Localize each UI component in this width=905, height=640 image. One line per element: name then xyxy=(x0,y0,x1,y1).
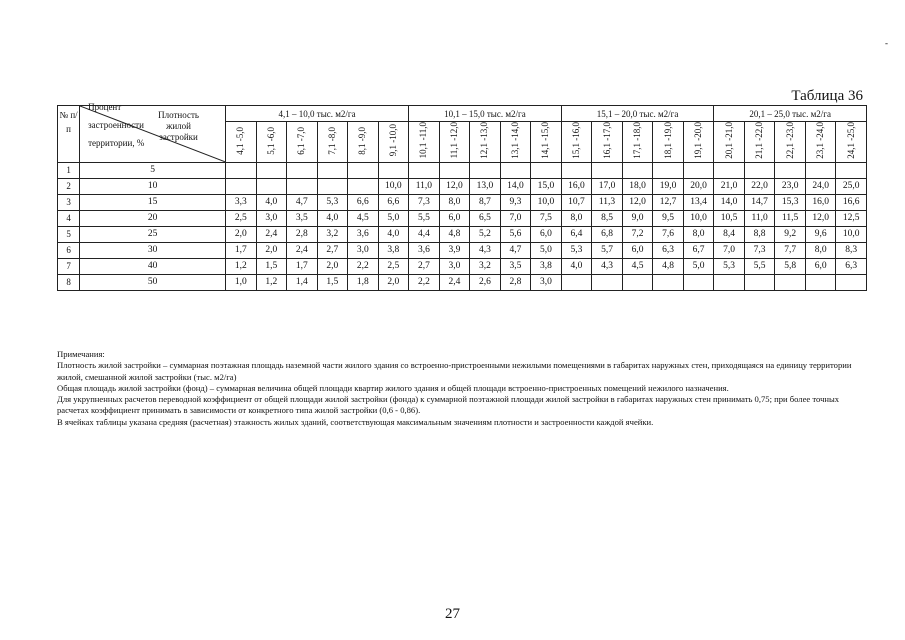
table-cell: 6,3 xyxy=(836,258,867,274)
table-cell: 1,2 xyxy=(226,258,257,274)
table-cell xyxy=(439,162,470,178)
table-cell: 8,4 xyxy=(714,226,745,242)
percent-label xyxy=(88,98,144,152)
subrange-header xyxy=(287,122,318,163)
table-cell xyxy=(775,162,806,178)
subrange-header xyxy=(744,122,775,163)
table-cell: 2,4 xyxy=(439,274,470,290)
table-cell: 1,5 xyxy=(317,274,348,290)
table-cell: 16,0 xyxy=(805,194,836,210)
table-cell: 6,6 xyxy=(378,194,409,210)
table-cell: 1,7 xyxy=(226,242,257,258)
table-cell: 2,0 xyxy=(226,226,257,242)
subrange-header xyxy=(348,122,379,163)
subrange-label: 11,1 -12,0 xyxy=(448,122,459,159)
table-cell: 15,0 xyxy=(531,178,562,194)
table-cell xyxy=(378,162,409,178)
table-cell xyxy=(348,178,379,194)
header-row-ranges xyxy=(58,106,867,122)
table-cell: 3,2 xyxy=(470,258,501,274)
table-cell: 2,7 xyxy=(317,242,348,258)
table-cell: 6,8 xyxy=(592,226,623,242)
table-cell: 4,3 xyxy=(470,242,501,258)
table-cell xyxy=(531,162,562,178)
table-row xyxy=(58,162,867,178)
range-header: 4,1 – 10,0 тыс. м2/га xyxy=(226,106,409,122)
table-cell: 13,0 xyxy=(470,178,501,194)
row-percent: 50 xyxy=(80,274,226,290)
table-cell: 3,8 xyxy=(378,242,409,258)
table-cell: 21,0 xyxy=(714,178,745,194)
table-cell: 1,4 xyxy=(287,274,318,290)
note-paragraph: В ячейках таблицы указана средняя (расчетная) этажность жилых зданий, соответствующая максимальным значениям плотности и застроенности каждой ячейки. xyxy=(57,416,654,427)
table-cell: 24,0 xyxy=(805,178,836,194)
table-cell: 14,7 xyxy=(744,194,775,210)
range-header: 10,1 – 15,0 тыс. м2/га xyxy=(409,106,562,122)
table-cell: 7,2 xyxy=(622,226,653,242)
table-cell xyxy=(653,274,684,290)
table-row xyxy=(58,274,867,290)
subrange-label: 9,1 -10,0 xyxy=(387,124,398,157)
table-cell: 18,0 xyxy=(622,178,653,194)
table-cell: 6,7 xyxy=(683,242,714,258)
table-cell: 20,0 xyxy=(683,178,714,194)
table-cell: 3,6 xyxy=(409,242,440,258)
table-cell: 23,0 xyxy=(775,178,806,194)
table-cell: 2,8 xyxy=(287,226,318,242)
table-cell: 2,6 xyxy=(470,274,501,290)
subrange-header xyxy=(836,122,867,163)
table-cell xyxy=(622,274,653,290)
subrange-label: 10,1 -11,0 xyxy=(418,122,429,159)
notes-block xyxy=(57,349,869,428)
subrange-label: 5,1 -6,0 xyxy=(265,126,276,155)
table-cell: 12,0 xyxy=(622,194,653,210)
row-percent: 10 xyxy=(80,178,226,194)
row-percent: 15 xyxy=(80,194,226,210)
table-cell: 8,8 xyxy=(744,226,775,242)
subrange-label: 15,1 -16,0 xyxy=(570,122,581,159)
notes-title: Примечания: xyxy=(57,349,105,359)
subrange-label: 19,1 -20,0 xyxy=(693,122,704,159)
table-cell: 6,6 xyxy=(348,194,379,210)
table-cell: 5,6 xyxy=(500,226,531,242)
table-cell: 4,8 xyxy=(653,258,684,274)
subrange-label: 23,1 -24,0 xyxy=(815,122,826,159)
row-number: 5 xyxy=(58,226,80,242)
subrange-header xyxy=(409,122,440,163)
table-cell: 5,3 xyxy=(561,242,592,258)
subrange-header xyxy=(256,122,287,163)
subrange-label: 14,1 -15,0 xyxy=(540,122,551,159)
table-cell: 3,3 xyxy=(226,194,257,210)
table-cell: 4,0 xyxy=(317,210,348,226)
table-cell: 4,3 xyxy=(592,258,623,274)
stray-mark: - xyxy=(885,38,888,48)
table-cell: 7,5 xyxy=(531,210,562,226)
percent-label-line: территории, % xyxy=(88,137,145,148)
subrange-header xyxy=(714,122,745,163)
table-cell: 11,0 xyxy=(409,178,440,194)
row-percent: 30 xyxy=(80,242,226,258)
table-cell xyxy=(622,162,653,178)
table-cell: 9,5 xyxy=(653,210,684,226)
table-cell: 11,5 xyxy=(775,210,806,226)
subrange-label: 21,1 -22,0 xyxy=(754,122,765,159)
subrange-header xyxy=(226,122,257,163)
density-label xyxy=(158,110,199,143)
table-cell: 4,4 xyxy=(409,226,440,242)
table-cell: 2,0 xyxy=(317,258,348,274)
subrange-label: 8,1 -9,0 xyxy=(357,126,368,155)
table-cell: 2,4 xyxy=(256,226,287,242)
table-cell: 4,8 xyxy=(439,226,470,242)
table-cell: 12,0 xyxy=(439,178,470,194)
table-cell: 7,0 xyxy=(714,242,745,258)
table-cell xyxy=(287,162,318,178)
subrange-label: 24,1 -25,0 xyxy=(845,122,856,159)
subrange-label: 4,1 -5,0 xyxy=(235,126,246,155)
range-header: 20,1 – 25,0 тыс. м2/га xyxy=(714,106,867,122)
table-cell: 7,6 xyxy=(653,226,684,242)
table-cell xyxy=(287,178,318,194)
table-cell: 10,0 xyxy=(683,210,714,226)
table-cell: 10,5 xyxy=(714,210,745,226)
table-row xyxy=(58,258,867,274)
subrange-label: 16,1 -17,0 xyxy=(601,122,612,159)
table-cell xyxy=(744,274,775,290)
subrange-header xyxy=(805,122,836,163)
diagonal-header-cell xyxy=(80,101,226,163)
table-cell: 4,0 xyxy=(378,226,409,242)
table-cell: 8,0 xyxy=(439,194,470,210)
table-cell: 2,7 xyxy=(409,258,440,274)
table-cell xyxy=(683,274,714,290)
table-cell: 5,0 xyxy=(378,210,409,226)
table-cell xyxy=(348,162,379,178)
table-cell: 6,4 xyxy=(561,226,592,242)
subrange-header xyxy=(378,122,409,163)
table-cell xyxy=(714,162,745,178)
table-cell: 5,5 xyxy=(409,210,440,226)
table-cell xyxy=(836,162,867,178)
subrange-label: 12,1 -13,0 xyxy=(479,122,490,159)
table-cell: 9,0 xyxy=(622,210,653,226)
table-cell xyxy=(226,162,257,178)
table-cell: 7,3 xyxy=(744,242,775,258)
range-header: 15,1 – 20,0 тыс. м2/га xyxy=(561,106,714,122)
table-cell: 4,0 xyxy=(256,194,287,210)
subrange-header xyxy=(775,122,806,163)
table-row xyxy=(58,226,867,242)
table-cell: 5,2 xyxy=(470,226,501,242)
density-label-line: жилой xyxy=(166,121,191,131)
subrange-header xyxy=(531,122,562,163)
table-cell: 1,0 xyxy=(226,274,257,290)
table-cell xyxy=(836,274,867,290)
subrange-label: 22,1 -23,0 xyxy=(784,122,795,159)
table-cell xyxy=(653,162,684,178)
table-cell: 5,3 xyxy=(317,194,348,210)
subrange-header xyxy=(317,122,348,163)
no-header: № п/п xyxy=(58,106,80,163)
subrange-label: 17,1 -18,0 xyxy=(632,122,643,159)
table-cell xyxy=(317,162,348,178)
table-cell: 9,6 xyxy=(805,226,836,242)
table-cell: 5,0 xyxy=(683,258,714,274)
table-cell: 10,7 xyxy=(561,194,592,210)
table-cell: 1,5 xyxy=(256,258,287,274)
table-cell: 13,4 xyxy=(683,194,714,210)
table-cell xyxy=(775,274,806,290)
row-percent: 20 xyxy=(80,210,226,226)
table-cell: 10,0 xyxy=(531,194,562,210)
table-cell xyxy=(317,178,348,194)
table-cell xyxy=(256,178,287,194)
table-cell: 11,0 xyxy=(744,210,775,226)
table-cell: 3,0 xyxy=(256,210,287,226)
row-number: 4 xyxy=(58,210,80,226)
subrange-header xyxy=(439,122,470,163)
table-cell: 3,5 xyxy=(287,210,318,226)
row-number: 1 xyxy=(58,162,80,178)
table-cell: 9,2 xyxy=(775,226,806,242)
table-cell: 5,7 xyxy=(592,242,623,258)
table-cell: 12,7 xyxy=(653,194,684,210)
table-cell: 7,0 xyxy=(500,210,531,226)
table-cell: 6,5 xyxy=(470,210,501,226)
table-cell xyxy=(470,162,501,178)
table-cell: 8,0 xyxy=(561,210,592,226)
row-percent: 5 xyxy=(80,162,226,178)
table-cell: 14,0 xyxy=(714,194,745,210)
table-cell xyxy=(561,274,592,290)
table-cell: 12,0 xyxy=(805,210,836,226)
table-cell: 2,0 xyxy=(256,242,287,258)
table-row xyxy=(58,210,867,226)
table-cell: 19,0 xyxy=(653,178,684,194)
table-cell: 16,6 xyxy=(836,194,867,210)
table-cell: 4,5 xyxy=(622,258,653,274)
note-paragraph: Общая площадь жилой застройки (фонд) – суммарная величина общей площади квартир жилого здания и общей площади встроенно-пристроенных помещений нежилого назначения. xyxy=(57,382,729,393)
table-cell xyxy=(256,162,287,178)
subrange-label: 7,1 -8,0 xyxy=(326,126,337,155)
table-cell: 8,3 xyxy=(836,242,867,258)
subrange-label: 13,1 -14,0 xyxy=(509,122,520,159)
density-label-line: застройки xyxy=(159,132,198,142)
subrange-header xyxy=(592,122,623,163)
table-cell: 10,0 xyxy=(836,226,867,242)
table-cell: 8,0 xyxy=(805,242,836,258)
subrange-label: 20,1 -21,0 xyxy=(723,122,734,159)
table-cell: 3,9 xyxy=(439,242,470,258)
table-cell: 6,3 xyxy=(653,242,684,258)
table-row xyxy=(58,194,867,210)
table-cell xyxy=(226,178,257,194)
table-cell: 2,8 xyxy=(500,274,531,290)
table-cell: 3,8 xyxy=(531,258,562,274)
table-cell xyxy=(805,162,836,178)
row-percent: 40 xyxy=(80,258,226,274)
row-percent: 25 xyxy=(80,226,226,242)
table-row xyxy=(58,178,867,194)
density-label-line: Плотность xyxy=(158,110,200,120)
table-caption: Таблица 36 xyxy=(791,88,863,104)
table-cell: 6,0 xyxy=(439,210,470,226)
table-cell xyxy=(805,274,836,290)
table-cell: 3,2 xyxy=(317,226,348,242)
table-cell xyxy=(714,274,745,290)
table-cell: 12,5 xyxy=(836,210,867,226)
subrange-header xyxy=(653,122,684,163)
table-cell xyxy=(592,162,623,178)
table-row xyxy=(58,242,867,258)
table-cell xyxy=(409,162,440,178)
table-cell: 2,2 xyxy=(348,258,379,274)
table-cell xyxy=(744,162,775,178)
subrange-header xyxy=(470,122,501,163)
table-cell xyxy=(592,274,623,290)
subrange-header xyxy=(683,122,714,163)
table-cell: 25,0 xyxy=(836,178,867,194)
subrange-label: 18,1 -19,0 xyxy=(662,122,673,159)
table-cell: 6,0 xyxy=(805,258,836,274)
row-number: 2 xyxy=(58,178,80,194)
table-cell: 16,0 xyxy=(561,178,592,194)
table-cell: 2,5 xyxy=(378,258,409,274)
table-cell: 4,0 xyxy=(561,258,592,274)
page-number: 27 xyxy=(445,606,460,622)
density-table xyxy=(57,101,867,291)
table-cell: 1,8 xyxy=(348,274,379,290)
table-cell: 22,0 xyxy=(744,178,775,194)
subrange-label: 6,1 -7,0 xyxy=(296,126,307,155)
table-cell: 4,5 xyxy=(348,210,379,226)
table-cell: 8,0 xyxy=(683,226,714,242)
note-paragraph: Для укрупненных расчетов переводной коэффициент от общей площади жилой застройки (фонда) к суммарной поэтажной площади жилой застройки в габаритах наружных стен принимать 0,75; при более точных расчетах коэффициент принимать в зависимости от конкретного типа жилой застройки (0,6 - 0,86). xyxy=(57,394,840,416)
table-cell: 5,8 xyxy=(775,258,806,274)
table-cell: 15,3 xyxy=(775,194,806,210)
table-cell: 1,2 xyxy=(256,274,287,290)
table-cell: 6,0 xyxy=(622,242,653,258)
table-cell: 11,3 xyxy=(592,194,623,210)
table-cell: 7,3 xyxy=(409,194,440,210)
percent-label-line: Процент xyxy=(88,101,122,112)
table-cell xyxy=(683,162,714,178)
note-paragraph: Плотность жилой застройки – суммарная поэтажная площадь наземной части жилого здания со встроенно-пристроенными нежилыми помещениями в габаритах наружных стен, приходящаяся на единицу территории жилой, смешанной жилой застройки (тыс. м2/га) xyxy=(57,360,852,382)
table-cell: 10,0 xyxy=(378,178,409,194)
table-cell: 3,0 xyxy=(531,274,562,290)
subrange-header xyxy=(622,122,653,163)
table-cell: 4,7 xyxy=(500,242,531,258)
row-number: 8 xyxy=(58,274,80,290)
table-cell xyxy=(500,162,531,178)
table-cell: 17,0 xyxy=(592,178,623,194)
table-cell: 3,0 xyxy=(439,258,470,274)
table-cell: 8,7 xyxy=(470,194,501,210)
table-cell: 9,3 xyxy=(500,194,531,210)
table-cell: 4,7 xyxy=(287,194,318,210)
row-number: 3 xyxy=(58,194,80,210)
percent-label-line: застроенности xyxy=(88,119,144,130)
table-cell: 3,5 xyxy=(500,258,531,274)
row-number: 7 xyxy=(58,258,80,274)
table-cell: 8,5 xyxy=(592,210,623,226)
table-cell: 3,0 xyxy=(348,242,379,258)
table-cell: 5,5 xyxy=(744,258,775,274)
table-cell: 5,3 xyxy=(714,258,745,274)
table-cell: 2,0 xyxy=(378,274,409,290)
table-cell: 2,2 xyxy=(409,274,440,290)
table-cell: 2,5 xyxy=(226,210,257,226)
table-cell: 6,0 xyxy=(531,226,562,242)
table-cell: 7,7 xyxy=(775,242,806,258)
table-cell: 2,4 xyxy=(287,242,318,258)
subrange-header xyxy=(500,122,531,163)
table-cell: 14,0 xyxy=(500,178,531,194)
table-cell: 3,6 xyxy=(348,226,379,242)
table-cell: 1,7 xyxy=(287,258,318,274)
table-cell: 5,0 xyxy=(531,242,562,258)
row-number: 6 xyxy=(58,242,80,258)
table-cell xyxy=(561,162,592,178)
subrange-header xyxy=(561,122,592,163)
